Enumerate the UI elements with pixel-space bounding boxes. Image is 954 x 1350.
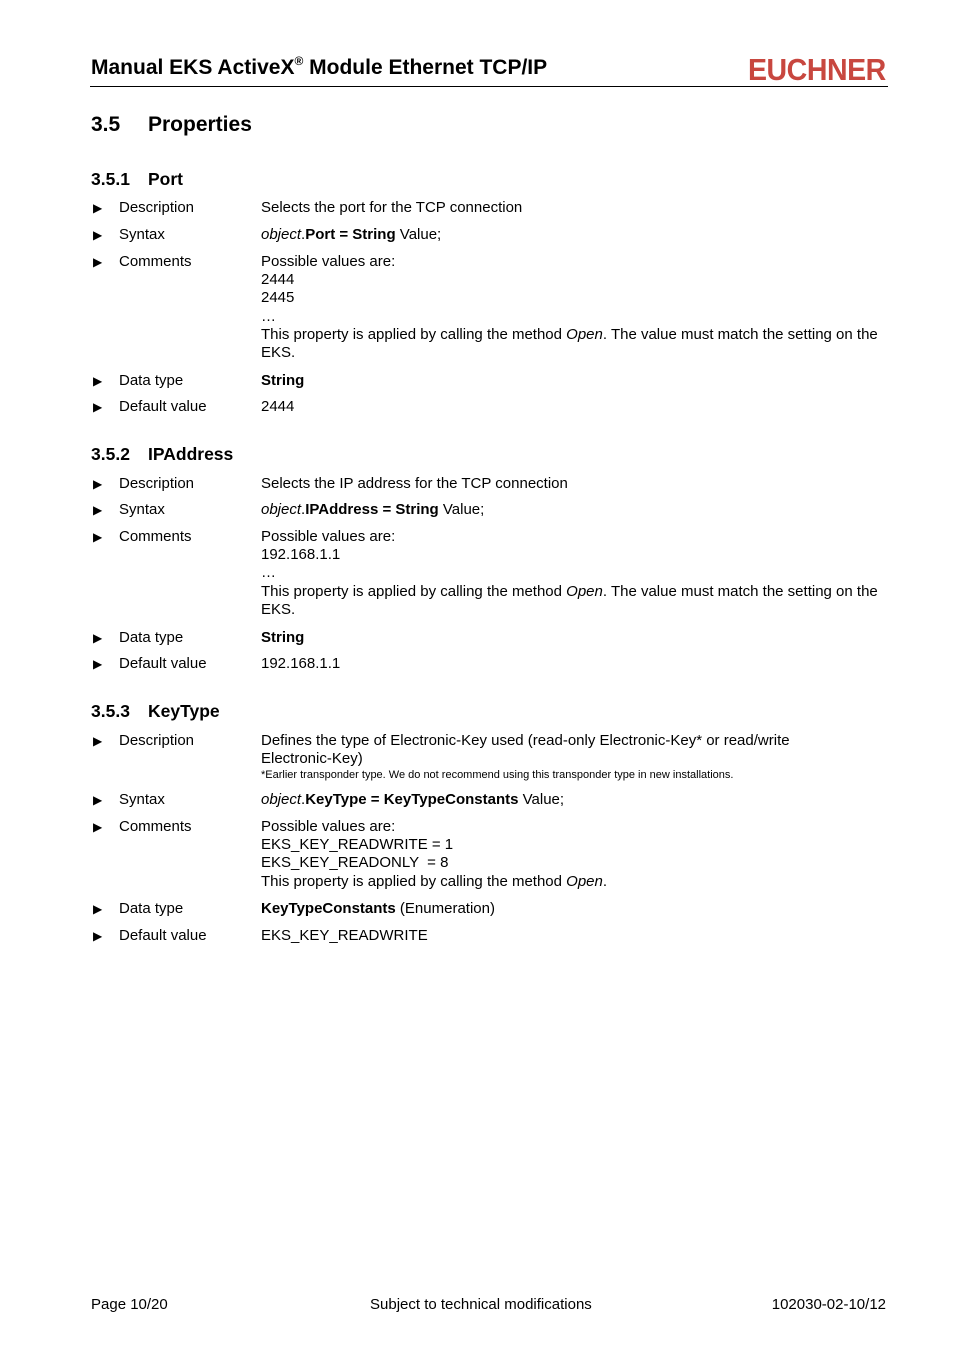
- row-value: [261, 629, 881, 647]
- bullet-arrow-icon: ▶: [93, 657, 103, 671]
- bullet-arrow-icon: ▶: [93, 631, 103, 645]
- title-rest: Module Ethernet TCP/IP: [303, 56, 548, 79]
- row-value: [261, 372, 881, 390]
- row-label: Default value: [119, 398, 207, 415]
- subsection-heading-keytype: [91, 701, 220, 722]
- syntax-property: Port = String: [305, 226, 396, 243]
- possible-value: 2444: [261, 271, 295, 289]
- syntax-dot: .: [301, 791, 306, 808]
- note-text: This property is applied by calling the method: [261, 582, 567, 600]
- note-text: This property is applied by calling the method: [261, 325, 567, 343]
- syntax-dot: .: [301, 226, 306, 243]
- row-label: Comments: [119, 253, 192, 270]
- row-value: [261, 253, 881, 362]
- datatype-value: String: [261, 629, 305, 646]
- row-label: Description: [119, 199, 195, 216]
- comments-note: [261, 583, 881, 619]
- note-text: . The value must match the setting on the EKS.: [261, 325, 878, 362]
- note-method: Open: [566, 872, 603, 890]
- row-value: Selects the IP address for the TCP connection: [261, 475, 568, 492]
- comments-note: [261, 873, 881, 891]
- syntax-object: object: [261, 226, 302, 243]
- row-value: [261, 900, 881, 918]
- subsection-title: Port: [148, 169, 183, 189]
- possible-value: EKS_KEY_READWRITE = 1: [261, 836, 454, 854]
- note-method: Open: [566, 582, 603, 600]
- row-value: [261, 226, 881, 244]
- row-label: Syntax: [119, 501, 165, 518]
- row-value: EKS_KEY_READWRITE: [261, 927, 428, 944]
- row-value: 192.168.1.1: [261, 655, 341, 672]
- syntax-object: object: [261, 791, 302, 808]
- row-label: Description: [119, 732, 195, 749]
- datatype-value: String: [261, 372, 305, 389]
- comments-intro: Possible values are:: [261, 528, 396, 545]
- registered-mark: ®: [294, 54, 304, 68]
- row-label: Comments: [119, 528, 192, 545]
- bullet-arrow-icon: ▶: [93, 228, 103, 242]
- bullet-arrow-icon: ▶: [93, 929, 103, 943]
- footer-disclaimer: Subject to technical modifications: [370, 1296, 592, 1313]
- possible-value: 2445: [261, 289, 295, 307]
- note-text: . The value must match the setting on the EKS.: [261, 582, 878, 618]
- syntax-rest: Value;: [395, 226, 442, 243]
- subsection-number: 3.5.3: [91, 701, 130, 721]
- row-value: [261, 732, 836, 782]
- syntax-dot: .: [301, 501, 306, 518]
- comments-intro: Possible values are:: [261, 253, 396, 270]
- row-label: Syntax: [119, 226, 165, 243]
- possible-value: …: [261, 307, 276, 325]
- possible-value: 192.168.1.1: [261, 546, 341, 564]
- row-label: Description: [119, 475, 195, 492]
- note-method: Open: [566, 325, 603, 343]
- row-value: [261, 528, 881, 619]
- section-heading: [91, 113, 252, 137]
- bullet-arrow-icon: ▶: [93, 820, 103, 834]
- bullet-arrow-icon: ▶: [93, 734, 103, 748]
- subsection-heading-ipaddress: [91, 444, 233, 465]
- row-value: 2444: [261, 398, 295, 415]
- description-text: Defines the type of Electronic-Key used (read-only Electronic-Key* or read/write Electronic-Key): [261, 732, 790, 768]
- datatype-value: KeyTypeConstants: [261, 900, 396, 917]
- row-value: Selects the port for the TCP connection: [261, 199, 523, 216]
- row-label: Data type: [119, 372, 184, 389]
- note-text: This property is applied by calling the method: [261, 872, 567, 890]
- syntax-rest: Value;: [438, 501, 485, 518]
- bullet-arrow-icon: ▶: [93, 477, 103, 491]
- row-value: [261, 818, 881, 891]
- bullet-arrow-icon: ▶: [93, 201, 103, 215]
- subsection-title: KeyType: [148, 701, 220, 721]
- row-value: [261, 791, 881, 809]
- row-label: Default value: [119, 655, 207, 672]
- row-label: Default value: [119, 927, 207, 944]
- syntax-property: IPAddress = String: [305, 501, 439, 518]
- page-header: [90, 52, 888, 87]
- document-title: [91, 56, 547, 80]
- bullet-arrow-icon: ▶: [93, 374, 103, 388]
- row-label: Data type: [119, 629, 184, 646]
- bullet-arrow-icon: ▶: [93, 503, 103, 517]
- syntax-object: object: [261, 501, 302, 518]
- euchner-logo: EUCHNER: [748, 52, 886, 87]
- row-value: [261, 501, 881, 519]
- footer-page-number: Page 10/20: [91, 1296, 168, 1313]
- possible-value: EKS_KEY_READONLY = 8: [261, 854, 449, 872]
- row-label: Comments: [119, 818, 192, 835]
- subsection-number: 3.5.1: [91, 169, 130, 189]
- bullet-arrow-icon: ▶: [93, 255, 103, 269]
- syntax-property: KeyType = KeyTypeConstants: [305, 791, 519, 808]
- row-label: Data type: [119, 900, 184, 917]
- bullet-arrow-icon: ▶: [93, 793, 103, 807]
- subsection-heading-port: [91, 169, 183, 190]
- bullet-arrow-icon: ▶: [93, 530, 103, 544]
- title-main: Manual EKS ActiveX: [91, 56, 295, 79]
- datatype-suffix: (Enumeration): [395, 900, 495, 917]
- possible-value: …: [261, 564, 276, 582]
- bullet-arrow-icon: ▶: [93, 902, 103, 916]
- subsection-number: 3.5.2: [91, 444, 130, 464]
- row-label: Syntax: [119, 791, 165, 808]
- section-title: Properties: [148, 113, 252, 136]
- syntax-rest: Value;: [518, 791, 565, 808]
- comments-note: [261, 326, 881, 362]
- comments-intro: Possible values are:: [261, 818, 396, 835]
- bullet-arrow-icon: ▶: [93, 400, 103, 414]
- subsection-title: IPAddress: [148, 444, 234, 464]
- section-number: 3.5: [91, 113, 121, 136]
- description-footnote: *Earlier transponder type. We do not recommend using this transponder type in new installations.: [261, 769, 734, 782]
- footer-document-number: 102030-02-10/12: [771, 1296, 886, 1313]
- note-text: .: [602, 872, 608, 890]
